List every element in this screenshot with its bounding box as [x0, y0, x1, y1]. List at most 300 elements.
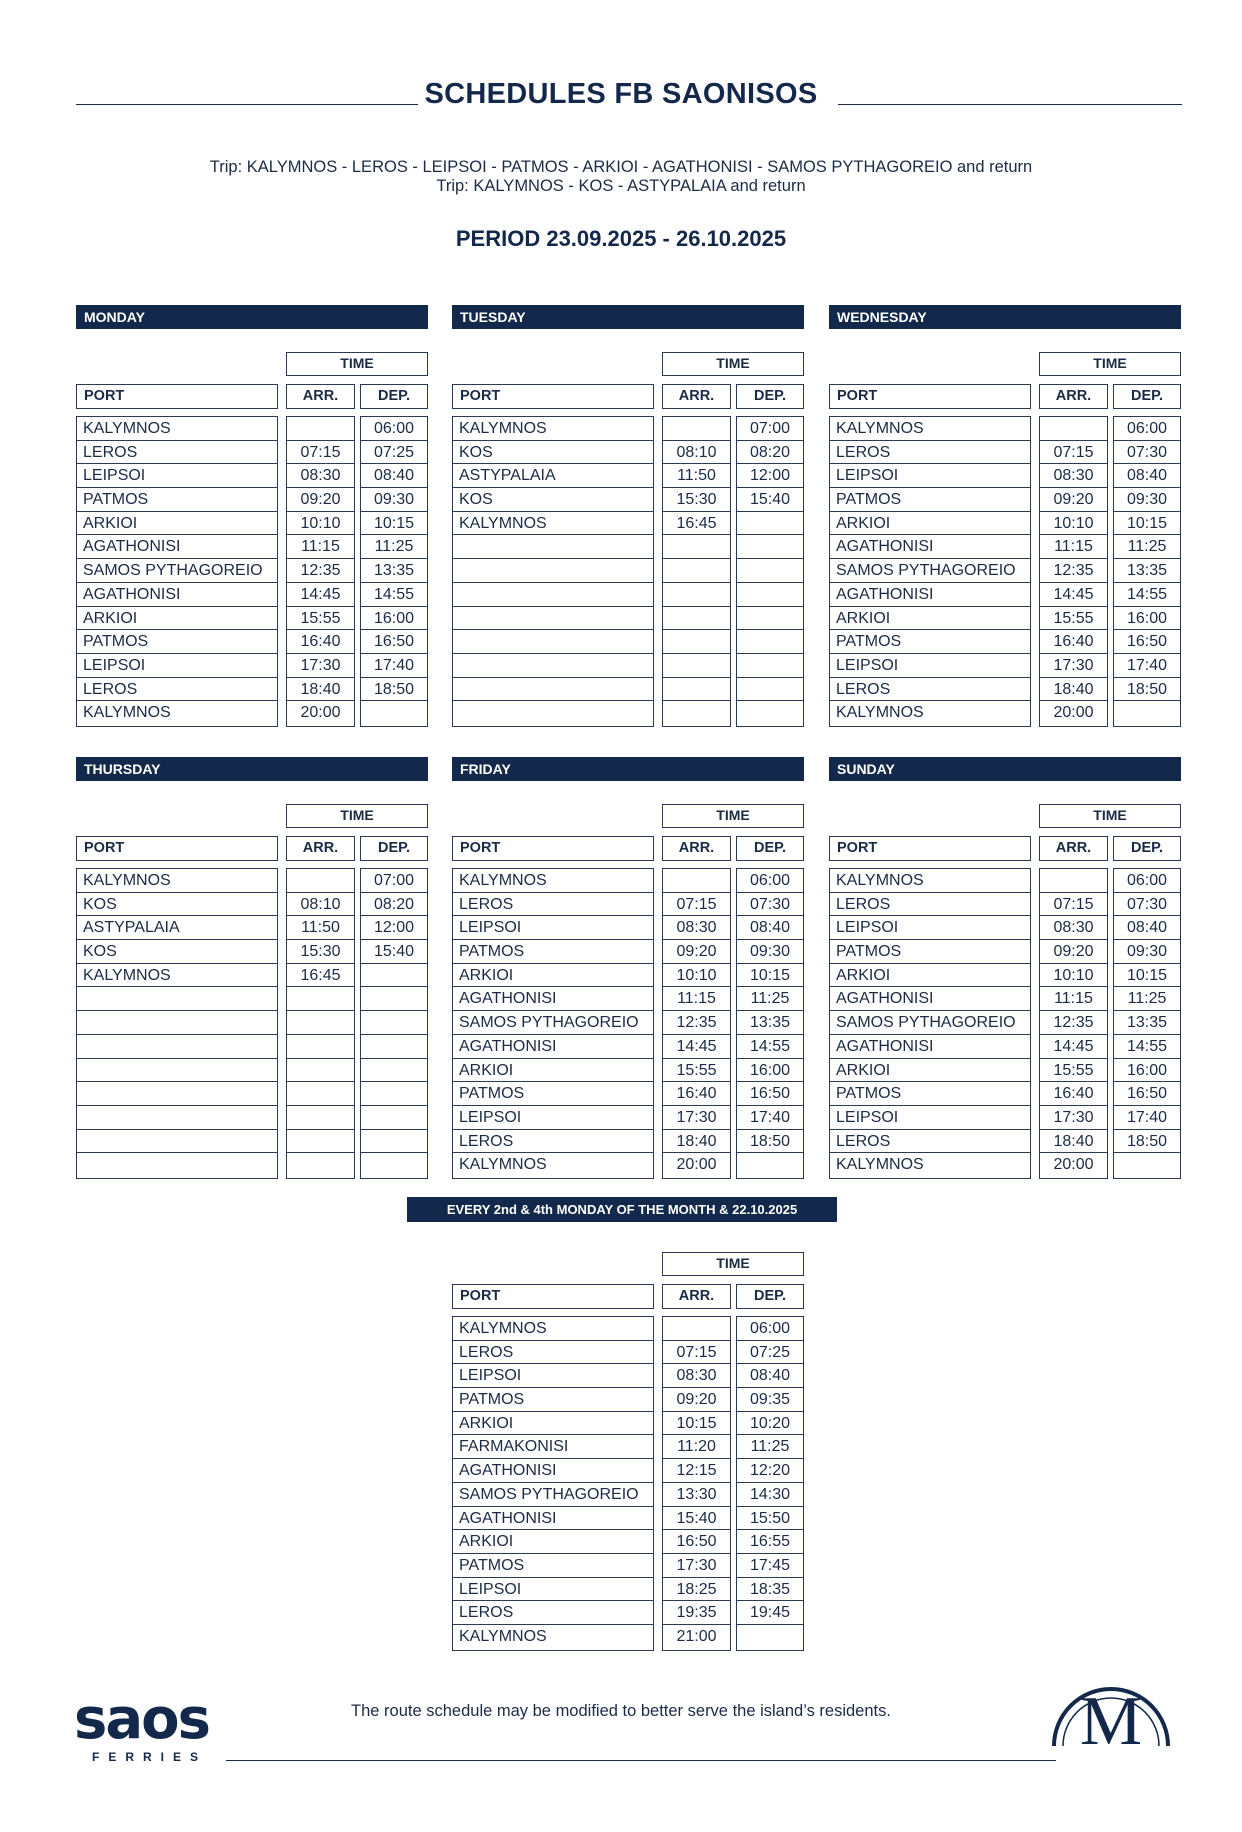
arrival-cell: 07:15	[663, 893, 730, 917]
port-cell: LEIPSOI	[453, 1578, 653, 1602]
departure-cell: 16:55	[737, 1530, 803, 1554]
departure-cell: 08:40	[1114, 464, 1180, 488]
port-cell: LEROS	[830, 893, 1030, 917]
port-cell: KALYMNOS	[453, 417, 653, 441]
departure-cell	[361, 1106, 427, 1130]
time-header: TIME	[1039, 804, 1181, 828]
arrival-cell: 15:55	[1040, 1059, 1107, 1083]
saos-logo: saos	[74, 1687, 209, 1752]
arrival-cell: 12:35	[663, 1011, 730, 1035]
arrival-cell	[287, 1130, 354, 1154]
departure-cell: 11:25	[737, 987, 803, 1011]
day-header: TUESDAY	[452, 305, 804, 329]
port-cell: SAMOS PYTHAGOREIO	[830, 559, 1030, 583]
departure-cell: 15:50	[737, 1507, 803, 1531]
port-cell: PATMOS	[453, 940, 653, 964]
arrival-cell: 09:20	[1040, 488, 1107, 512]
port-cell: LEIPSOI	[77, 464, 277, 488]
dep-column	[736, 416, 804, 727]
port-cell: KALYMNOS	[77, 417, 277, 441]
port-cell: LEIPSOI	[830, 1106, 1030, 1130]
departure-column-header: DEP.	[360, 836, 428, 861]
schedule-thursday	[76, 757, 428, 1177]
time-header: TIME	[286, 352, 428, 376]
arr-column	[1039, 868, 1108, 1179]
departure-cell: 16:00	[737, 1059, 803, 1083]
departure-cell: 18:50	[361, 678, 427, 702]
port-cell: PATMOS	[830, 488, 1030, 512]
arr-column	[286, 416, 355, 727]
port-column-header: PORT	[452, 384, 654, 409]
arrival-cell: 16:45	[663, 512, 730, 536]
arrival-cell: 10:15	[663, 1412, 730, 1436]
port-column-header: PORT	[452, 836, 654, 861]
port-cell: PATMOS	[830, 630, 1030, 654]
arrival-cell	[287, 1153, 354, 1177]
port-cell: ASTYPALAIA	[77, 916, 277, 940]
departure-cell	[361, 1153, 427, 1177]
arrival-cell: 17:30	[287, 654, 354, 678]
departure-cell: 08:40	[1114, 916, 1180, 940]
arrival-cell: 11:15	[1040, 535, 1107, 559]
port-cell: KALYMNOS	[453, 1317, 653, 1341]
departure-cell	[737, 678, 803, 702]
trip-line-1: Trip: KALYMNOS - LEROS - LEIPSOI - PATMOS - ARKIOI - AGATHONISI - SAMOS PYTHAGOREIO and return	[209, 158, 1033, 176]
arrival-cell	[663, 583, 730, 607]
port-cell: AGATHONISI	[77, 535, 277, 559]
departure-cell	[737, 1153, 803, 1177]
port-cell: KALYMNOS	[830, 417, 1030, 441]
arr-column	[286, 868, 355, 1179]
departure-cell: 08:40	[737, 1364, 803, 1388]
port-cell: SAMOS PYTHAGOREIO	[453, 1483, 653, 1507]
departure-cell: 14:55	[1114, 1035, 1180, 1059]
arrival-cell: 15:55	[1040, 607, 1107, 631]
port-cell	[453, 630, 653, 654]
port-cell	[77, 1035, 277, 1059]
departure-cell: 10:20	[737, 1412, 803, 1436]
departure-column-header: DEP.	[736, 1284, 804, 1309]
arrival-cell: 08:30	[287, 464, 354, 488]
dep-column	[360, 868, 428, 1179]
arrival-cell: 16:40	[1040, 630, 1107, 654]
arrival-cell: 10:10	[1040, 512, 1107, 536]
arrival-cell: 11:15	[1040, 987, 1107, 1011]
port-cell	[77, 1011, 277, 1035]
departure-cell: 16:50	[1114, 1082, 1180, 1106]
departure-cell: 10:15	[361, 512, 427, 536]
port-cell: AGATHONISI	[830, 535, 1030, 559]
time-header: TIME	[1039, 352, 1181, 376]
port-cell: KALYMNOS	[77, 869, 277, 893]
dep-column	[1113, 416, 1181, 727]
period-heading: PERIOD 23.09.2025 - 26.10.2025	[455, 226, 787, 251]
departure-cell: 17:40	[737, 1106, 803, 1130]
emblem-letter: M	[1079, 1683, 1143, 1752]
departure-cell	[361, 1035, 427, 1059]
port-cell: LEROS	[453, 1601, 653, 1625]
port-cell: SAMOS PYTHAGOREIO	[77, 559, 277, 583]
departure-cell: 08:20	[737, 441, 803, 465]
port-cell	[77, 1082, 277, 1106]
port-cell: AGATHONISI	[453, 1507, 653, 1531]
departure-cell: 08:40	[361, 464, 427, 488]
port-column	[76, 868, 278, 1179]
departure-cell: 06:00	[361, 417, 427, 441]
port-column	[829, 868, 1031, 1179]
departure-cell: 17:40	[361, 654, 427, 678]
departure-column-header: DEP.	[736, 836, 804, 861]
departure-cell: 06:00	[1114, 869, 1180, 893]
arrival-column-header: ARR.	[662, 1284, 731, 1309]
port-cell: LEIPSOI	[453, 1106, 653, 1130]
departure-cell: 07:30	[1114, 441, 1180, 465]
port-column	[452, 868, 654, 1179]
footer-note: The route schedule may be modified to better serve the island’s residents.	[351, 1702, 891, 1720]
port-column	[76, 416, 278, 727]
special-table	[452, 1205, 804, 1665]
departure-cell	[737, 701, 803, 725]
departure-cell: 09:35	[737, 1388, 803, 1412]
arrival-cell: 20:00	[676, 1156, 717, 1174]
port-cell: ASTYPALAIA	[453, 464, 653, 488]
departure-cell	[737, 559, 803, 583]
departure-cell: 14:55	[737, 1035, 803, 1059]
departure-cell: 06:00	[737, 869, 803, 893]
port-cell: LEIPSOI	[453, 916, 653, 940]
port-cell: SAMOS PYTHAGOREIO	[830, 1011, 1030, 1035]
port-cell	[77, 1153, 277, 1177]
port-column-header: PORT	[76, 384, 278, 409]
port-cell: KOS	[77, 893, 277, 917]
arrival-cell: 16:40	[1040, 1082, 1107, 1106]
departure-cell: 15:40	[361, 940, 427, 964]
departure-cell: 13:35	[361, 559, 427, 583]
arrival-cell: 08:30	[1040, 916, 1107, 940]
arrival-cell: 17:30	[663, 1106, 730, 1130]
arrival-cell: 14:45	[1040, 1035, 1107, 1059]
port-cell	[453, 654, 653, 678]
arrival-cell	[287, 987, 354, 1011]
port-cell: ARKIOI	[830, 607, 1030, 631]
arrival-cell: 16:45	[287, 964, 354, 988]
arrival-cell: 07:15	[1040, 441, 1107, 465]
departure-cell: 11:25	[1114, 535, 1180, 559]
port-cell: ARKIOI	[453, 1530, 653, 1554]
arrival-cell: 16:40	[663, 1082, 730, 1106]
arrival-cell: 17:30	[663, 1554, 730, 1578]
departure-cell: 17:40	[1114, 1106, 1180, 1130]
arrival-cell	[1040, 417, 1107, 441]
time-header: TIME	[286, 804, 428, 828]
port-cell: KALYMNOS	[836, 704, 924, 722]
port-cell	[77, 987, 277, 1011]
port-cell: PATMOS	[830, 940, 1030, 964]
port-cell: AGATHONISI	[830, 583, 1030, 607]
arrival-cell: 14:45	[287, 583, 354, 607]
departure-cell: 16:50	[361, 630, 427, 654]
arrival-cell: 20:00	[300, 704, 341, 722]
departure-cell: 06:00	[737, 1317, 803, 1341]
departure-cell	[737, 512, 803, 536]
port-cell: PATMOS	[77, 488, 277, 512]
port-cell	[77, 1059, 277, 1083]
arr-column	[662, 1316, 731, 1651]
dep-column	[736, 868, 804, 1179]
port-cell: KALYMNOS	[77, 964, 277, 988]
port-cell: LEROS	[77, 441, 277, 465]
arrival-cell: 18:40	[1040, 1130, 1107, 1154]
departure-cell: 07:00	[737, 417, 803, 441]
arrival-column-header: ARR.	[286, 384, 355, 409]
schedule-sunday	[829, 757, 1181, 1177]
arr-column	[662, 416, 731, 727]
saos-logo-subtext: FERRIES	[92, 1750, 208, 1764]
port-cell: PATMOS	[77, 630, 277, 654]
page-title: SCHEDULES FB SAONISOS	[424, 78, 818, 110]
arrival-cell: 19:35	[663, 1601, 730, 1625]
port-cell: ARKIOI	[77, 607, 277, 631]
departure-cell: 16:50	[737, 1082, 803, 1106]
arrival-cell: 18:40	[287, 678, 354, 702]
port-cell: KOS	[77, 940, 277, 964]
special-schedule-banner: EVERY 2nd & 4th MONDAY OF THE MONTH & 22.10.2025	[407, 1197, 837, 1222]
port-cell: PATMOS	[830, 1082, 1030, 1106]
arrival-cell: 08:10	[287, 893, 354, 917]
arrival-cell: 11:20	[663, 1435, 730, 1459]
arrival-cell: 14:45	[663, 1035, 730, 1059]
departure-cell: 09:30	[737, 940, 803, 964]
port-cell: KALYMNOS	[836, 1156, 924, 1174]
departure-cell	[361, 1130, 427, 1154]
day-header: WEDNESDAY	[829, 305, 1181, 329]
departure-cell: 06:00	[1114, 417, 1180, 441]
port-cell: ARKIOI	[830, 1059, 1030, 1083]
departure-cell: 09:30	[361, 488, 427, 512]
departure-cell	[737, 535, 803, 559]
departure-cell: 10:15	[1114, 512, 1180, 536]
arrival-cell: 08:30	[1040, 464, 1107, 488]
arrival-cell: 11:50	[287, 916, 354, 940]
schedule-special	[452, 1229, 804, 1673]
port-cell	[453, 701, 653, 725]
port-cell: FARMAKONISI	[453, 1435, 653, 1459]
arrival-cell	[663, 607, 730, 631]
trip-line-2: Trip: KALYMNOS - KOS - ASTYPALAIA and return	[436, 177, 806, 195]
port-cell: KALYMNOS	[830, 869, 1030, 893]
port-cell: AGATHONISI	[453, 987, 653, 1011]
departure-cell	[737, 630, 803, 654]
arrival-column-header: ARR.	[286, 836, 355, 861]
arrival-cell	[663, 535, 730, 559]
departure-cell: 14:30	[737, 1483, 803, 1507]
arrival-cell: 15:40	[663, 1507, 730, 1531]
port-cell: KALYMNOS	[459, 1156, 547, 1174]
schedule-friday	[452, 757, 804, 1177]
departure-cell	[361, 701, 427, 725]
arr-column	[1039, 416, 1108, 727]
arrival-cell	[663, 417, 730, 441]
dep-column	[736, 1316, 804, 1651]
arrival-cell: 09:20	[1040, 940, 1107, 964]
port-cell	[453, 559, 653, 583]
arrival-cell: 16:50	[663, 1530, 730, 1554]
departure-cell: 10:15	[737, 964, 803, 988]
port-cell: AGATHONISI	[77, 583, 277, 607]
arrival-cell	[663, 559, 730, 583]
arrival-cell	[663, 654, 730, 678]
port-cell: LEROS	[830, 1130, 1030, 1154]
arrival-cell	[663, 678, 730, 702]
arrival-cell: 15:30	[287, 940, 354, 964]
arrival-cell: 20:00	[1053, 704, 1094, 722]
departure-cell: 16:00	[1114, 1059, 1180, 1083]
arrival-cell: 10:10	[1040, 964, 1107, 988]
arrival-cell	[287, 1035, 354, 1059]
arrival-column-header: ARR.	[1039, 836, 1108, 861]
departure-cell	[1114, 1153, 1180, 1177]
departure-cell: 18:50	[1114, 1130, 1180, 1154]
departure-cell	[361, 964, 427, 988]
port-cell: LEROS	[830, 441, 1030, 465]
arrival-cell	[287, 869, 354, 893]
port-cell: LEROS	[830, 678, 1030, 702]
arrival-cell	[663, 701, 730, 725]
arrival-column-header: ARR.	[662, 836, 731, 861]
port-column	[829, 416, 1031, 727]
arrival-cell: 11:50	[663, 464, 730, 488]
arrival-cell: 12:15	[663, 1459, 730, 1483]
time-header: TIME	[662, 352, 804, 376]
port-cell	[453, 535, 653, 559]
arrival-cell: 08:30	[663, 1364, 730, 1388]
port-cell: PATMOS	[453, 1388, 653, 1412]
departure-cell: 18:50	[1114, 678, 1180, 702]
port-column-header: PORT	[829, 384, 1031, 409]
arrival-cell: 09:20	[287, 488, 354, 512]
port-column	[452, 1316, 654, 1651]
arrival-cell	[663, 869, 730, 893]
departure-cell	[361, 987, 427, 1011]
port-column-header: PORT	[452, 1284, 654, 1309]
departure-cell: 11:25	[737, 1435, 803, 1459]
port-cell: LEIPSOI	[77, 654, 277, 678]
port-column-header: PORT	[76, 836, 278, 861]
port-cell	[453, 678, 653, 702]
port-cell	[453, 607, 653, 631]
port-cell: KOS	[453, 441, 653, 465]
departure-cell: 09:30	[1114, 940, 1180, 964]
arrival-cell: 10:10	[287, 512, 354, 536]
arrival-cell: 12:35	[1040, 1011, 1107, 1035]
port-cell: LEIPSOI	[453, 1364, 653, 1388]
arrival-cell: 18:40	[663, 1130, 730, 1154]
port-cell: SAMOS PYTHAGOREIO	[453, 1011, 653, 1035]
arrival-cell	[663, 1317, 730, 1341]
departure-cell	[361, 1082, 427, 1106]
dep-column	[360, 416, 428, 727]
title-rule-right	[838, 104, 1182, 105]
port-cell: PATMOS	[453, 1082, 653, 1106]
arrival-cell: 13:30	[663, 1483, 730, 1507]
departure-cell: 07:30	[1114, 893, 1180, 917]
departure-cell	[361, 1059, 427, 1083]
port-cell: KALYMNOS	[83, 704, 171, 722]
arrival-cell: 07:15	[663, 1341, 730, 1365]
arrival-cell: 21:00	[676, 1627, 717, 1645]
arrival-cell: 11:15	[663, 987, 730, 1011]
departure-cell: 13:35	[1114, 1011, 1180, 1035]
arrival-cell: 09:20	[663, 940, 730, 964]
port-cell: LEROS	[453, 1341, 653, 1365]
arrival-cell: 16:40	[287, 630, 354, 654]
arrival-cell: 15:55	[663, 1059, 730, 1083]
port-cell: LEIPSOI	[830, 654, 1030, 678]
departure-cell: 19:45	[737, 1601, 803, 1625]
port-cell: ARKIOI	[453, 1059, 653, 1083]
departure-cell: 12:20	[737, 1459, 803, 1483]
departure-cell: 13:35	[1114, 559, 1180, 583]
arrival-cell: 12:35	[1040, 559, 1107, 583]
arrival-cell	[287, 1011, 354, 1035]
departure-cell: 11:25	[361, 535, 427, 559]
arrival-cell: 10:10	[663, 964, 730, 988]
arrival-cell: 15:30	[663, 488, 730, 512]
arrival-column-header: ARR.	[1039, 384, 1108, 409]
departure-cell: 16:00	[361, 607, 427, 631]
departure-cell	[737, 654, 803, 678]
port-cell: LEROS	[453, 893, 653, 917]
departure-column-header: DEP.	[360, 384, 428, 409]
departure-cell: 07:30	[737, 893, 803, 917]
arrival-column-header: ARR.	[662, 384, 731, 409]
arrival-cell	[287, 1059, 354, 1083]
departure-cell: 16:00	[1114, 607, 1180, 631]
port-cell: KALYMNOS	[459, 1627, 547, 1645]
port-cell: ARKIOI	[453, 964, 653, 988]
monogram-emblem-icon	[1050, 1652, 1172, 1752]
footer-rule	[226, 1760, 1056, 1761]
arrival-cell: 14:45	[1040, 583, 1107, 607]
time-header: TIME	[662, 804, 804, 828]
arrival-cell: 07:15	[287, 441, 354, 465]
arrival-cell: 07:15	[1040, 893, 1107, 917]
arrival-cell: 18:40	[1040, 678, 1107, 702]
port-cell: LEROS	[77, 678, 277, 702]
time-header: TIME	[662, 1252, 804, 1276]
port-cell: AGATHONISI	[453, 1459, 653, 1483]
port-cell	[77, 1106, 277, 1130]
port-cell: ARKIOI	[830, 964, 1030, 988]
departure-cell: 10:15	[1114, 964, 1180, 988]
departure-cell: 07:00	[361, 869, 427, 893]
day-header: FRIDAY	[452, 757, 804, 781]
departure-cell: 12:00	[361, 916, 427, 940]
departure-cell: 14:55	[1114, 583, 1180, 607]
arrival-cell: 15:55	[287, 607, 354, 631]
arrival-cell: 09:20	[663, 1388, 730, 1412]
departure-column-header: DEP.	[1113, 384, 1181, 409]
port-cell: AGATHONISI	[830, 1035, 1030, 1059]
departure-cell: 09:30	[1114, 488, 1180, 512]
departure-column-header: DEP.	[736, 384, 804, 409]
port-cell: KOS	[453, 488, 653, 512]
port-cell: KALYMNOS	[453, 869, 653, 893]
departure-cell: 11:25	[1114, 987, 1180, 1011]
arrival-cell: 08:30	[663, 916, 730, 940]
schedule-monday	[76, 305, 428, 725]
departure-column-header: DEP.	[1113, 836, 1181, 861]
